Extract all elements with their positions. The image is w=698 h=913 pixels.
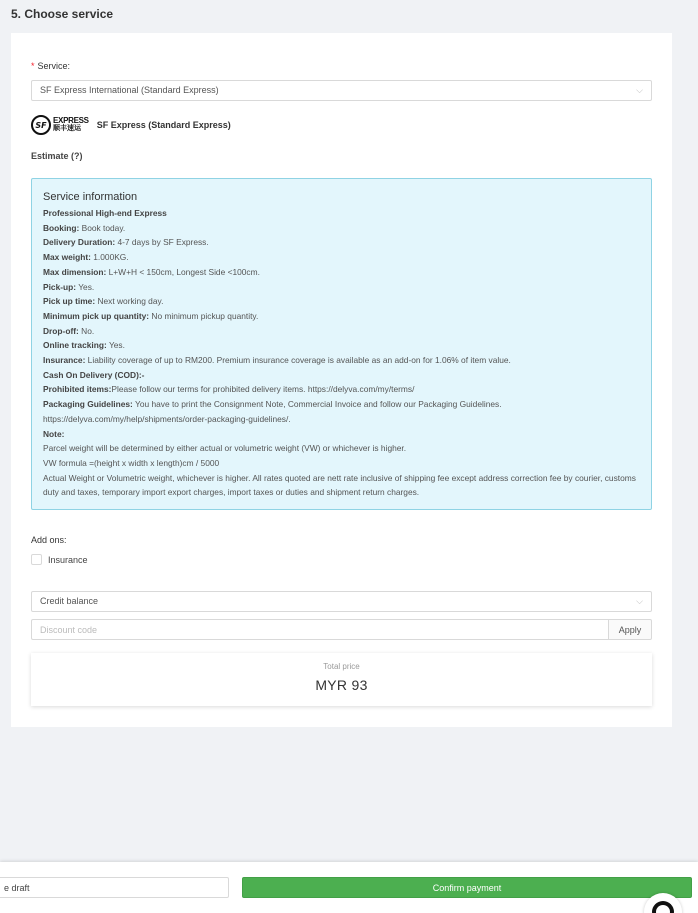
info-row: Cash On Delivery (COD):- (43, 369, 145, 380)
apply-button[interactable]: Apply (608, 619, 652, 640)
info-row: Delivery Duration: 4-7 days by SF Express. (43, 237, 209, 248)
info-row: Pick-up: Yes. (43, 281, 95, 292)
total-price-card (31, 653, 652, 706)
total-price-value: MYR 93 (315, 677, 368, 693)
confirm-payment-button[interactable]: Confirm payment (242, 877, 692, 898)
info-rows (43, 221, 640, 412)
estimate-label[interactable]: Estimate (?) (31, 151, 83, 161)
service-card (11, 33, 672, 727)
info-row: Drop-off: No. (43, 325, 95, 336)
note-line-3: Actual Weight or Volumetric weight, whichever is higher. All rates quoted are nett rate inclusive of shipping fee except address correction fee by courier, customs duty and taxes, temporary import export charges, import taxes or duties and shipment return charges. (43, 472, 636, 498)
service-label: * Service: (31, 61, 71, 71)
note-line-2: VW formula =(height x width x length)cm / 5000 (43, 457, 220, 468)
chevron-down-icon: ⌵ (636, 596, 643, 606)
info-row: Pick up time: Next working day. (43, 296, 164, 307)
service-label-text: Service (37, 61, 68, 71)
insurance-label: Insurance (48, 554, 88, 565)
info-row: Booking: Book today. (43, 222, 126, 233)
service-select-value: SF Express International (Standard Express) (40, 85, 219, 95)
info-row: Minimum pick up quantity: No minimum pickup quantity. (43, 310, 259, 321)
discount-code-input[interactable] (31, 619, 608, 640)
info-row: Online tracking: Yes. (43, 340, 125, 351)
info-title: Service information (43, 191, 138, 203)
service-information-box (31, 178, 652, 510)
service-select[interactable] (31, 80, 652, 101)
sf-logo-text-cn: 顺丰速运 (53, 125, 81, 132)
note-label: Note: (43, 428, 65, 439)
note-line-1: Parcel weight will be determined by either actual or volumetric weight (VW) or whichever is higher. (43, 443, 407, 454)
discount-group (31, 619, 652, 640)
chat-icon (652, 901, 674, 913)
sf-logo-mark: SF (31, 115, 51, 135)
save-draft-button[interactable]: e draft (0, 877, 229, 898)
sf-express-logo (31, 115, 89, 135)
service-brand (31, 113, 231, 137)
info-row: Max dimension: L+W+H < 150cm, Longest Side <100cm. (43, 266, 260, 277)
bottom-action-bar (0, 862, 698, 913)
info-row: Packaging Guidelines: You have to print the Consignment Note, Commercial Invoice and follow our Packaging Guidelines. (43, 399, 502, 410)
section-title: 5. Choose service (11, 7, 114, 21)
required-asterisk: * (31, 61, 35, 71)
payment-method-select[interactable] (31, 591, 652, 612)
info-headline: Professional High-end Express (43, 208, 167, 218)
insurance-checkbox[interactable] (31, 554, 42, 565)
packaging-url: https://delyva.com/my/help/shipments/order-packaging-guidelines/. (43, 413, 291, 424)
brand-name: SF Express (Standard Express) (96, 120, 231, 130)
info-row: Insurance: Liability coverage of up to RM200. Premium insurance coverage is available as an add-on for 1.06% of item value. (43, 355, 511, 366)
addons-label: Add ons: (31, 535, 67, 545)
sf-logo-text-en: EXPRESS (53, 116, 89, 125)
info-row: Prohibited items:Please follow our terms for prohibited delivery items. https://delyva.com/my/terms/ (43, 384, 415, 395)
info-row: Max weight: 1.000KG. (43, 252, 129, 263)
total-price-label: Total price (323, 662, 360, 671)
chevron-down-icon: ⌵ (636, 85, 643, 95)
insurance-addon[interactable] (31, 554, 88, 565)
sf-logo-text (53, 117, 89, 133)
payment-method-value: Credit balance (40, 596, 99, 606)
